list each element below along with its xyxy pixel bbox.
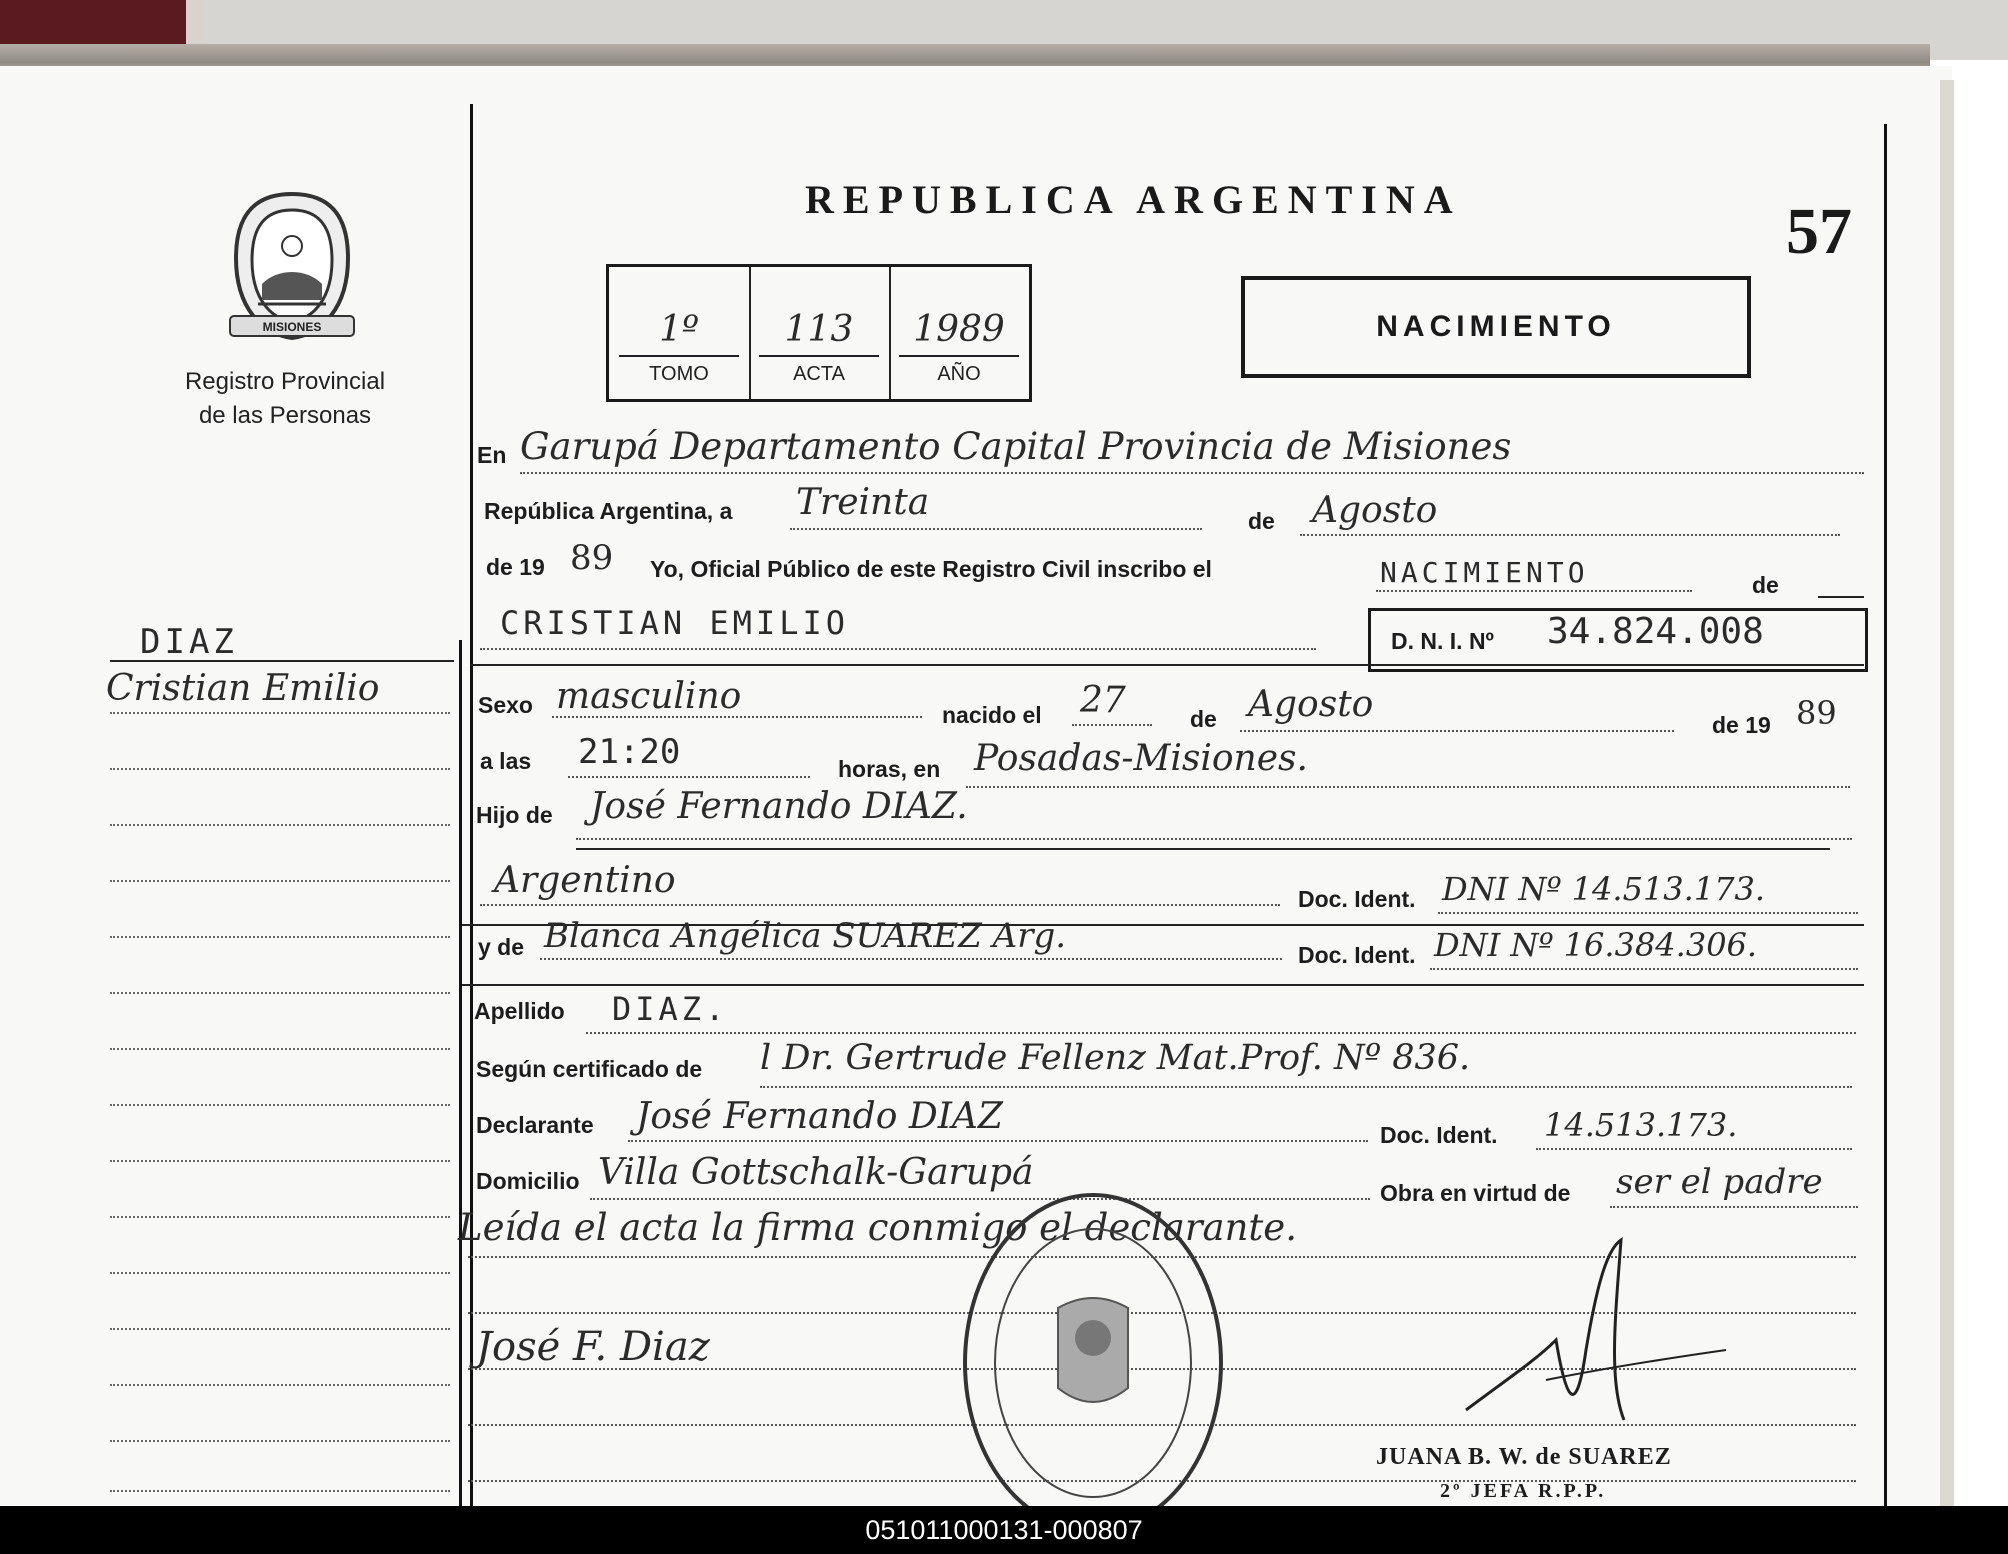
tomo-cell [609,267,751,399]
birth-place: Posadas-Misiones. [974,738,1308,779]
day-line [790,528,1202,530]
de-label-2: de [1752,572,1779,598]
sidebar-line [110,880,450,882]
sidebar-line [110,936,450,938]
registration-box [606,264,1032,402]
horas-label: horas, en [838,756,941,782]
father-doc: DNI Nº 14.513.173. [1442,870,1766,908]
hijo-label: Hijo de [476,802,553,828]
y-de-label: y de [478,934,525,960]
right-border [1884,124,1887,1506]
birth-month-line [1240,730,1674,732]
month-value: Agosto [1312,490,1438,531]
declarant-signature: José F. Diaz [476,1324,710,1370]
domicilio-label: Domicilio [476,1168,580,1194]
dni-value: 34.824.008 [1547,611,1764,652]
tomo-rule [619,355,739,357]
day-value: Treinta [796,482,930,523]
event-value: NACIMIENTO [1380,556,1589,589]
certificado-line [760,1086,1852,1088]
ano-rule [899,355,1019,357]
provincial-seal [222,188,362,344]
acta-value: 113 [784,309,854,350]
birth-day: 27 [1080,680,1126,721]
sexo-value: masculino [556,676,742,717]
sexo-line [552,716,922,718]
sidebar-line [110,1048,450,1050]
apellido-line [586,1032,1856,1034]
doc-ident-label: Doc. Ident. [1298,886,1416,912]
declarante-value: José Fernando DIAZ [636,1096,1003,1137]
mother-name: Blanca Angélica SUAREZ Arg. [544,916,1067,956]
divider-outer [470,104,473,1506]
birth-time: 21:20 [578,732,681,772]
sidebar-line [110,1328,450,1330]
statement-text: Yo, Oficial Público de este Registro Civil inscribo el [650,556,1212,582]
sidebar-line [110,992,450,994]
year-prefix: de 19 [486,554,545,580]
official-name: JUANA B. W. de SUAREZ [1376,1444,1672,1470]
official-signature [1446,1230,1746,1455]
page-edge [1940,80,1954,1506]
section-rule-3 [462,984,1864,986]
a-las-label: a las [480,748,532,774]
mother-name-line [540,958,1282,960]
sidebar-surname: DIAZ [140,622,238,662]
father-name: José Fernando DIAZ. [590,786,968,827]
father-nationality: Argentino [494,860,676,901]
sidebar-line [110,1490,450,1492]
father-doc-line [1438,912,1858,914]
official-title: 2º JEFA R.P.P. [1440,1480,1607,1502]
dni-label: D. N. I. Nº [1391,628,1494,654]
certificado-value: l Dr. Gertrude Fellenz Mat.Prof. Nº 836. [760,1038,1471,1078]
apellido-label: Apellido [474,998,565,1024]
doc-ident-label-2: Doc. Ident. [1298,942,1416,968]
mother-doc: DNI Nº 16.384.306. [1434,926,1758,964]
ano-label: AÑO [937,363,981,385]
sidebar-line [110,824,450,826]
acta-cell [749,267,891,399]
closing-line: Leída el acta la firma conmigo el declarante. [458,1206,1297,1249]
divider-inner [459,640,462,1506]
sidebar-line [110,1272,450,1274]
republica-label: República Argentina, a [484,498,733,524]
de-label: de [1248,508,1275,534]
mother-doc-line [1430,968,1858,970]
obra-value: ser el padre [1616,1162,1823,1202]
place-line [520,472,1864,474]
child-name-line [480,648,1316,650]
de-line [1818,596,1864,598]
acta-rule [759,355,879,357]
office-line-2: de las Personas [198,402,372,429]
apellido-value: DIAZ. [612,990,729,1028]
sexo-label: Sexo [478,692,533,718]
acta-label: ACTA [793,363,845,385]
sidebar-line [110,712,450,714]
declarante-doc-line [1536,1148,1852,1150]
sidebar-line [110,1216,450,1218]
sidebar-surname-rule [110,660,454,662]
record-type-box [1241,276,1751,378]
child-name: CRISTIAN EMILIO [500,604,849,642]
record-type: NACIMIENTO [1376,310,1616,343]
declarante-label: Declarante [476,1112,594,1138]
father-name-line [576,838,1852,840]
declarante-doc: 14.513.173. [1544,1106,1738,1144]
footer-code: 051011000131-000807 [865,1515,1143,1545]
nacido-label: nacido el [942,702,1042,728]
birth-day-line [1072,724,1152,726]
folio-number: 57 [1786,195,1852,268]
sidebar-line [110,1440,450,1442]
birth-place-line [966,786,1850,788]
doc-ident-label-3: Doc. Ident. [1380,1122,1498,1148]
issuing-office [130,365,440,433]
birth-time-line [568,776,810,778]
obra-line [1610,1206,1858,1208]
father-rule [576,848,1830,850]
ano-cell [889,267,1029,399]
place-value: Garupá Departamento Capital Provincia de Misiones [520,425,1512,468]
nationality-line [480,904,1280,906]
domicilio-value: Villa Gottschalk-Garupá [598,1152,1034,1193]
sidebar-line [110,1384,450,1386]
sidebar-given-names: Cristian Emilio [106,668,380,709]
year-suffix: 89 [570,538,614,578]
sidebar-line [110,768,450,770]
country-title: REPUBLICA ARGENTINA [805,177,1462,222]
tomo-value: 1º [659,309,699,350]
section-rule-1 [470,664,1864,666]
sidebar-line [110,1160,450,1162]
sidebar-line [110,1104,450,1106]
event-line [1376,590,1692,592]
ano-value: 1989 [913,309,1005,350]
birth-year-prefix: de 19 [1712,712,1771,738]
dni-box [1368,608,1868,672]
segun-label: Según certificado de [476,1056,703,1082]
official-stamp [958,1188,1228,1538]
office-line-1: Registro Provincial [184,368,386,395]
svg-text:MISIONES: MISIONES [262,320,322,334]
birth-year-suffix: 89 [1796,694,1837,732]
month-line [1300,534,1840,536]
tomo-label: TOMO [649,363,709,385]
declarante-line [628,1140,1368,1142]
obra-label: Obra en virtud de [1380,1180,1571,1206]
en-label: En [477,442,507,468]
de-label-3: de [1190,706,1217,732]
birth-month: Agosto [1248,684,1374,725]
